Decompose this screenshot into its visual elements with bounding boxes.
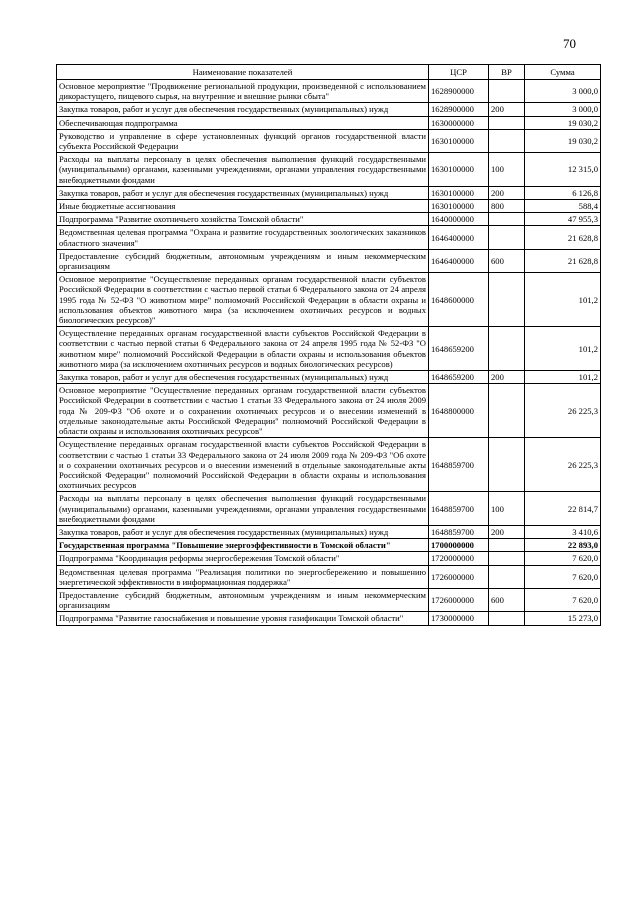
header-sum: Сумма xyxy=(525,65,601,80)
row-csr-cell: 1630000000 xyxy=(429,116,489,129)
header-vr: ВР xyxy=(489,65,525,80)
table-row xyxy=(57,539,601,552)
row-vr-cell xyxy=(489,116,525,129)
row-csr-cell: 1700000000 xyxy=(429,539,489,552)
row-sum-cell: 26 225,3 xyxy=(525,438,601,492)
row-sum-cell: 101,2 xyxy=(525,273,601,327)
row-vr-cell xyxy=(489,213,525,226)
row-name-cell: Основное мероприятие "Осуществление переданных органам государственной власти субъектов Российской Федерации в соответствии с частью 1 статьи 33 Федерального закона от 24 июля 2009 года № 209-ФЗ "Об охоте и о сохранении охотничьих ресурсов и о внесении изменений в отдельные законодательные акты Российской Федерации" полномочий Российской Федерации в области охраны и использования охотничьих ресурсов" xyxy=(57,384,429,438)
row-sum-cell: 22 893,0 xyxy=(525,539,601,552)
row-vr-cell: 600 xyxy=(489,588,525,611)
table-row xyxy=(57,116,601,129)
row-csr-cell: 1730000000 xyxy=(429,612,489,625)
row-csr-cell: 1628900000 xyxy=(429,80,489,103)
row-name-cell: Подпрограмма "Координация реформы энергосбережения Томской области" xyxy=(57,552,429,565)
row-vr-cell: 800 xyxy=(489,200,525,213)
table-body xyxy=(57,80,601,626)
row-csr-cell: 1640000000 xyxy=(429,213,489,226)
row-name-cell: Ведомственная целевая программа "Реализация политики по энергосбережению и повышению энергетической эффективности в информационная поддержка" xyxy=(57,565,429,588)
table-row xyxy=(57,371,601,384)
row-csr-cell: 1630100000 xyxy=(429,153,489,187)
row-vr-cell xyxy=(489,273,525,327)
row-csr-cell: 1648659200 xyxy=(429,327,489,371)
row-sum-cell: 101,2 xyxy=(525,327,601,371)
table-row xyxy=(57,273,601,327)
row-csr-cell: 1720000000 xyxy=(429,552,489,565)
row-csr-cell: 1648800000 xyxy=(429,384,489,438)
row-csr-cell: 1648859700 xyxy=(429,438,489,492)
table-row xyxy=(57,565,601,588)
row-sum-cell: 588,4 xyxy=(525,200,601,213)
row-sum-cell: 101,2 xyxy=(525,371,601,384)
table-row xyxy=(57,612,601,625)
row-vr-cell: 200 xyxy=(489,186,525,199)
table-header-row xyxy=(57,65,601,80)
row-csr-cell: 1648859700 xyxy=(429,525,489,538)
row-vr-cell xyxy=(489,612,525,625)
row-vr-cell xyxy=(489,327,525,371)
row-sum-cell: 7 620,0 xyxy=(525,552,601,565)
row-sum-cell: 15 273,0 xyxy=(525,612,601,625)
row-name-cell: Иные бюджетные ассигнования xyxy=(57,200,429,213)
row-csr-cell: 1630100000 xyxy=(429,200,489,213)
row-name-cell: Расходы на выплаты персоналу в целях обеспечения выполнения функций государственными (муниципальными) органами, казенными учреждениями, органами управления государственными внебюджетными фондами xyxy=(57,492,429,526)
row-name-cell: Основное мероприятие "Осуществление переданных органам государственной власти субъектов Российской Федерации в соответствии с частью первой статьи 6 Федерального закона от 24 апреля 1995 года № 52-ФЗ "О животном мире" полномочий Российской Федерации в области охраны и использования объектов животного мира (за исключением охотничьих ресурсов и водных биологических ресурсов)" xyxy=(57,273,429,327)
table-row xyxy=(57,80,601,103)
row-sum-cell: 22 814,7 xyxy=(525,492,601,526)
row-sum-cell: 12 315,0 xyxy=(525,153,601,187)
header-name: Наименование показателей xyxy=(57,65,429,80)
row-csr-cell: 1648600000 xyxy=(429,273,489,327)
table-row xyxy=(57,327,601,371)
row-vr-cell: 200 xyxy=(489,371,525,384)
row-vr-cell xyxy=(489,129,525,152)
row-name-cell: Расходы на выплаты персоналу в целях обеспечения выполнения функций государственными (муниципальными) органами, казенными учреждениями, органами управления государственными внебюджетными фондами xyxy=(57,153,429,187)
row-vr-cell: 200 xyxy=(489,103,525,116)
row-name-cell: Осуществление переданных органам государственной власти субъектов Российской Федерации в соответствии с частью 1 статьи 33 Федерального закона от 24 июля 2009 года № 209-ФЗ "Об охоте и о сохранении охотничьих ресурсов и о внесении изменений в отдельные законодательные акты Российской Федерации" полномочий Российской Федерации в области охраны и использования охотничьих ресурсов xyxy=(57,438,429,492)
row-name-cell: Руководство и управление в сфере установленных функций органов государственной власти субъекта Российской Федерации xyxy=(57,129,429,152)
row-vr-cell: 100 xyxy=(489,492,525,526)
row-name-cell: Основное мероприятие "Продвижение региональной продукции, произведенной с использованием дикорастущего, пищевого сырья, на внутренние и внешние рынки сбыта" xyxy=(57,80,429,103)
row-csr-cell: 1628900000 xyxy=(429,103,489,116)
row-sum-cell: 3 000,0 xyxy=(525,80,601,103)
row-sum-cell: 21 628,8 xyxy=(525,249,601,272)
row-vr-cell xyxy=(489,384,525,438)
row-csr-cell: 1646400000 xyxy=(429,249,489,272)
row-csr-cell: 1648859700 xyxy=(429,492,489,526)
table-row xyxy=(57,588,601,611)
table-row xyxy=(57,438,601,492)
table-row xyxy=(57,384,601,438)
row-vr-cell xyxy=(489,226,525,249)
row-vr-cell xyxy=(489,80,525,103)
row-sum-cell: 26 225,3 xyxy=(525,384,601,438)
row-name-cell: Подпрограмма "Развитие охотничьего хозяйства Томской области" xyxy=(57,213,429,226)
row-name-cell: Закупка товаров, работ и услуг для обеспечения государственных (муниципальных) нужд xyxy=(57,371,429,384)
row-name-cell: Ведомственная целевая программа "Охрана и развитие государственных зоологических заказников областного значения" xyxy=(57,226,429,249)
row-vr-cell xyxy=(489,539,525,552)
table-row xyxy=(57,492,601,526)
table-row xyxy=(57,153,601,187)
row-sum-cell: 19 030,2 xyxy=(525,129,601,152)
table-row xyxy=(57,525,601,538)
row-name-cell: Предоставление субсидий бюджетным, автономным учреждениям и иным некоммерческим организациям xyxy=(57,249,429,272)
table-row xyxy=(57,552,601,565)
row-name-cell: Подпрограмма "Развитие газоснабжения и повышение уровня газификации Томской области" xyxy=(57,612,429,625)
table-row xyxy=(57,226,601,249)
table-row xyxy=(57,186,601,199)
row-vr-cell: 600 xyxy=(489,249,525,272)
row-vr-cell xyxy=(489,552,525,565)
table-row xyxy=(57,103,601,116)
row-name-cell: Закупка товаров, работ и услуг для обеспечения государственных (муниципальных) нужд xyxy=(57,186,429,199)
header-csr: ЦСР xyxy=(429,65,489,80)
table-row xyxy=(57,200,601,213)
row-vr-cell: 200 xyxy=(489,525,525,538)
budget-table xyxy=(56,64,601,626)
table-row xyxy=(57,249,601,272)
row-name-cell: Закупка товаров, работ и услуг для обеспечения государственных (муниципальных) нужд xyxy=(57,525,429,538)
table-row xyxy=(57,129,601,152)
row-name-cell: Осуществление переданных органам государственной власти субъектов Российской Федерации в соответствии с частью первой статьи 6 Федерального закона от 24 апреля 1995 года № 52-ФЗ "О животном мире" полномочий Российской Федерации в области охраны и использования объектов животного мира (за исключением охотничьих ресурсов и водных биологических ресурсов) xyxy=(57,327,429,371)
row-vr-cell: 100 xyxy=(489,153,525,187)
row-sum-cell: 47 955,3 xyxy=(525,213,601,226)
row-csr-cell: 1726000000 xyxy=(429,588,489,611)
row-name-cell: Закупка товаров, работ и услуг для обеспечения государственных (муниципальных) нужд xyxy=(57,103,429,116)
row-vr-cell xyxy=(489,438,525,492)
row-sum-cell: 3 410,6 xyxy=(525,525,601,538)
row-csr-cell: 1646400000 xyxy=(429,226,489,249)
row-sum-cell: 3 000,0 xyxy=(525,103,601,116)
row-sum-cell: 6 126,8 xyxy=(525,186,601,199)
row-sum-cell: 21 628,8 xyxy=(525,226,601,249)
page-number: 70 xyxy=(563,36,576,51)
row-name-cell: Государственная программа "Повышение энергоэффективности в Томской области" xyxy=(57,539,429,552)
row-sum-cell: 7 620,0 xyxy=(525,588,601,611)
row-sum-cell: 19 030,2 xyxy=(525,116,601,129)
row-csr-cell: 1630100000 xyxy=(429,129,489,152)
row-csr-cell: 1648659200 xyxy=(429,371,489,384)
table-row xyxy=(57,213,601,226)
row-name-cell: Предоставление субсидий бюджетным, автономным учреждениям и иным некоммерческим организациям xyxy=(57,588,429,611)
row-csr-cell: 1630100000 xyxy=(429,186,489,199)
row-name-cell: Обеспечивающая подпрограмма xyxy=(57,116,429,129)
row-vr-cell xyxy=(489,565,525,588)
row-sum-cell: 7 620,0 xyxy=(525,565,601,588)
row-csr-cell: 1726000000 xyxy=(429,565,489,588)
